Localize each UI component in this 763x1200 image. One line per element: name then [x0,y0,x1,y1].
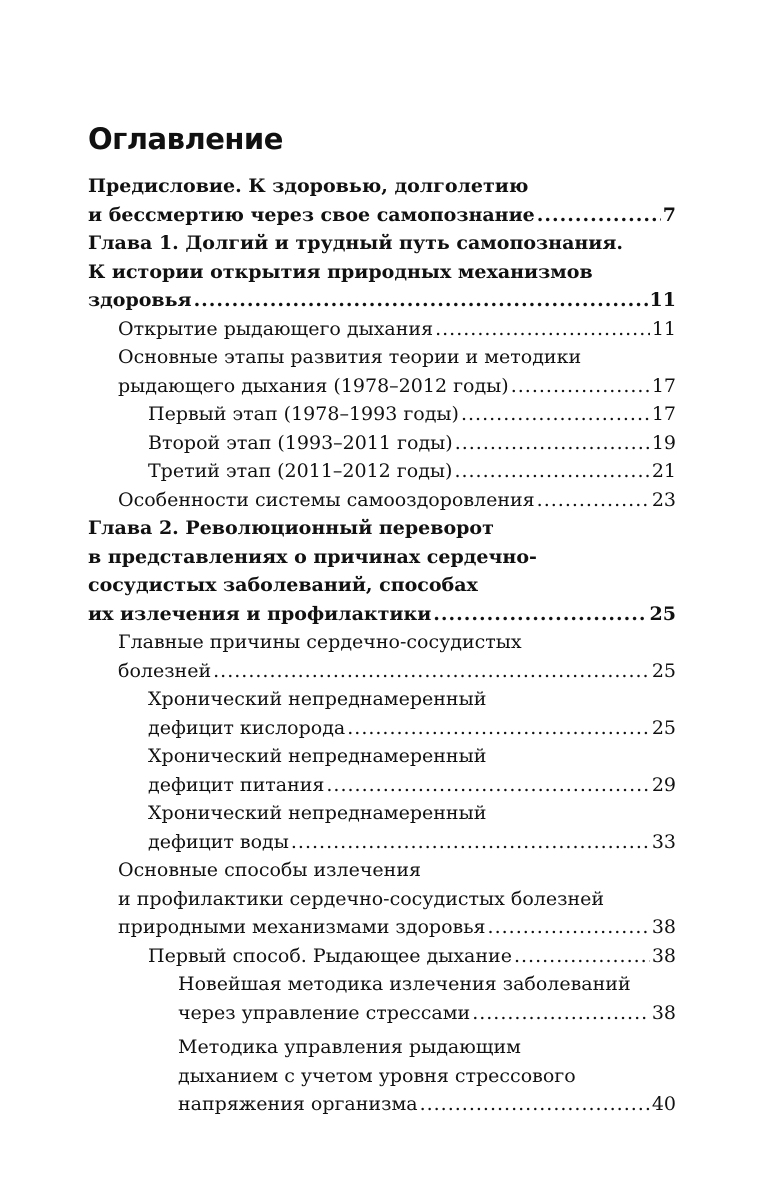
toc-page-number: 11 [651,317,676,340]
toc-entry[interactable] [88,315,676,344]
dot-leader [461,400,650,429]
toc-entry[interactable] [88,514,676,628]
toc-entry-title-line: Хронический непреднамеренный [148,688,487,710]
page-title: Оглавление [88,122,283,156]
toc-entry-title-line: рыдающего дыхания (1978–2012 годы) [118,374,509,397]
toc-entry-title-line: дефицит воды [148,830,289,853]
toc-entry-title-line: Хронический непреднамеренный [148,745,487,767]
toc-entry[interactable] [88,799,676,856]
toc-page-number: 17 [651,403,676,425]
toc-entry-title-line: дефицит кислорода [148,716,346,739]
toc-entry[interactable] [88,1033,676,1119]
toc-page-number: 21 [651,460,676,482]
toc-entry-title-line: Главные причины сердечно-сосудистых [118,631,522,653]
toc-entry[interactable] [88,856,676,942]
toc-entry-title-line: Открытие рыдающего дыхания [118,317,434,340]
toc-entry-title-line: через управление стрессами [178,1001,471,1024]
toc-entry[interactable] [88,942,676,971]
dot-leader [514,942,650,971]
toc-page-number: 19 [651,431,676,454]
toc-entry[interactable] [88,970,676,1027]
toc-page-number: 17 [651,374,676,397]
toc-entry-title-line: их излечения и профилактики [88,602,432,625]
dot-leader [433,600,647,629]
toc-entry-title-line: Особенности системы самооздоровления [118,488,535,511]
toc-page-number: 29 [651,773,676,796]
toc-entry-title-line: Глава 2. Революционный переворот [88,517,494,539]
dot-leader [537,486,650,515]
toc-entry-title-line: Основные способы излечения [118,859,421,881]
toc-entry-title-line: Второй этап (1993–2011 годы) [148,431,453,454]
toc-page-number: 25 [649,602,676,625]
toc-entry[interactable] [88,343,676,400]
toc-entry-title-line: Предисловие. К здоровью, долголетию [88,175,529,197]
toc-page-number: 7 [662,203,676,226]
toc-page-number: 38 [651,916,676,938]
toc-entry[interactable] [88,400,676,429]
dot-leader [455,429,650,458]
toc-entry-title-line: дыханием с учетом уровня стрессового [178,1064,576,1087]
toc-entry[interactable] [88,429,676,458]
dot-leader [435,315,650,344]
toc-entry[interactable] [88,172,676,229]
dot-leader [291,828,650,857]
toc-entry-title-line: Глава 1. Долгий и трудный путь самопознания. [88,232,624,254]
dot-leader [194,286,648,315]
toc-entry-title-line: Первый способ. Рыдающее дыхание [148,944,512,967]
dot-leader [488,913,650,942]
dot-leader [420,1090,650,1119]
dot-leader [347,714,650,743]
toc-entry-title-line: К истории открытия природных механизмов [88,260,593,283]
toc-entry-title-line: Хронический непреднамеренный [148,802,487,824]
toc-entry-title-line: сосудистых заболеваний, способах [88,574,478,596]
toc-entry-title-line: природными механизмами здоровья [118,916,486,938]
dot-leader [472,999,650,1028]
toc-page-number: 11 [649,289,676,311]
toc-list [88,172,676,1119]
toc-entry-title-line: Новейшая методика излечения заболеваний [178,973,631,995]
toc-entry[interactable] [88,685,676,742]
toc-entry-title-line: напряжения организма [178,1093,418,1115]
dot-leader [213,657,650,686]
dot-leader [326,771,649,800]
toc-entry-title-line: здоровья [88,289,192,311]
toc-entry-title-line: Методика управления рыдающим [178,1036,521,1058]
dot-leader [537,201,661,230]
toc-entry[interactable] [88,742,676,799]
toc-entry-title-line: Третий этап (2011–2012 годы) [148,460,453,482]
toc-entry[interactable] [88,486,676,515]
toc-page-number: 40 [651,1093,676,1115]
toc-entry-title-line: в представлениях о причинах сердечно- [88,545,537,568]
toc-entry-title-line: Первый этап (1978–1993 годы) [148,403,459,425]
toc-page-number: 25 [651,659,676,682]
toc-entry[interactable] [88,628,676,685]
dot-leader [511,372,650,401]
toc-entry[interactable] [88,229,676,315]
toc-entry-title-line: болезней [118,659,212,682]
toc-page-number: 25 [651,716,676,739]
toc-entry-title-line: дефицит питания [148,773,325,796]
toc-page-number: 38 [651,1001,676,1024]
dot-leader [454,457,649,486]
toc-entry[interactable] [88,457,676,486]
toc-page-number: 38 [651,944,676,967]
toc-entry-title-line: и бессмертию через свое самопознание [88,203,535,226]
toc-entry-title-line: и профилактики сердечно-сосудистых болезней [118,887,605,910]
toc-page-number: 33 [651,830,676,853]
toc-entry-title-line: Основные этапы развития теории и методики [118,346,582,368]
toc-page-number: 23 [651,488,676,511]
